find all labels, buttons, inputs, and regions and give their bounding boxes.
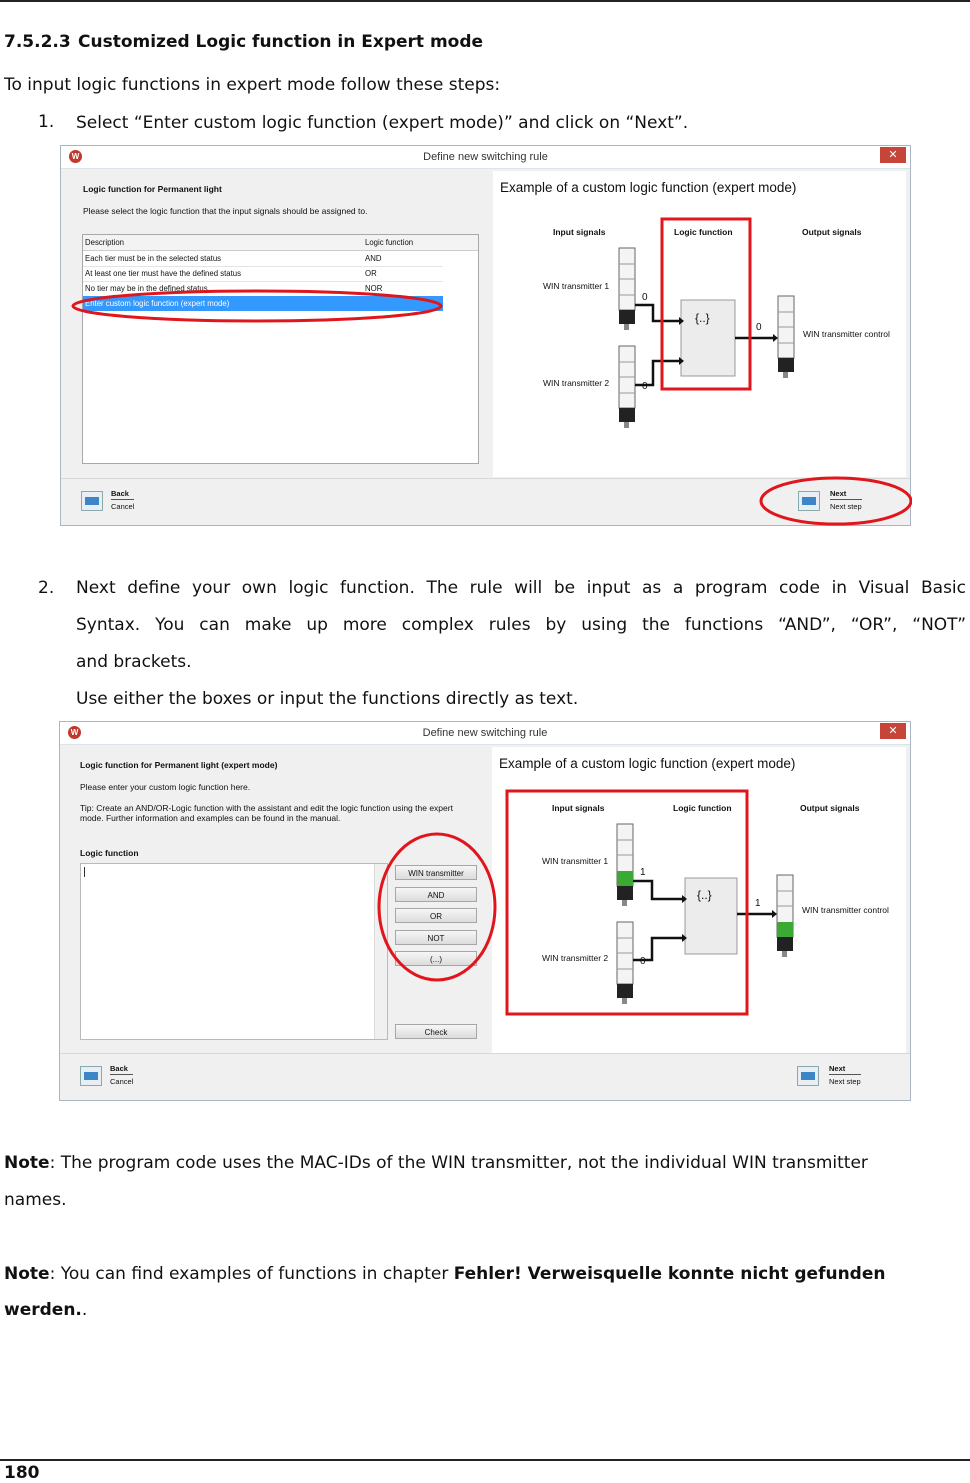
input-2-value: 0 bbox=[642, 381, 648, 392]
step1-number: 1. bbox=[38, 112, 55, 132]
dialog-nav-bar bbox=[61, 478, 910, 525]
table-row[interactable]: No tier may be in the defined status NOR bbox=[83, 281, 443, 297]
column-logic-function[interactable]: Logic function bbox=[365, 238, 414, 247]
pane-instruction: Please enter your custom logic function here. bbox=[80, 782, 251, 792]
step2-text: Next define your own logic function. The rule will be input as a program code in Visual Basic Syntax. You can make up more complex rules by using the functions “AND”, “OR”, “NOT” and brackets. bbox=[76, 578, 966, 672]
next-button[interactable] bbox=[798, 491, 820, 511]
left-pane bbox=[70, 747, 490, 1047]
text-cursor bbox=[84, 867, 85, 877]
left-pane bbox=[71, 171, 491, 471]
table-header bbox=[83, 235, 478, 251]
check-button[interactable]: Check bbox=[395, 1024, 477, 1039]
textarea-scrollbar[interactable] bbox=[374, 864, 387, 1039]
back-label[interactable]: Back Cancel bbox=[111, 489, 135, 511]
app-logo-icon: W bbox=[68, 726, 81, 739]
intro-text: To input logic functions in expert mode follow these steps: bbox=[4, 75, 501, 95]
close-icon[interactable]: ✕ bbox=[880, 147, 906, 163]
pane-heading: Logic function for Permanent light (expert mode) bbox=[80, 760, 278, 770]
dialog-nav-bar bbox=[60, 1053, 910, 1100]
page-number: 180 bbox=[4, 1463, 40, 1483]
and-button[interactable]: AND bbox=[395, 887, 477, 902]
section-heading: 7.5.2.3 Customized Logic function in Expert mode bbox=[4, 32, 484, 52]
tip-line-2: mode. Further information and examples can be found in the manual. bbox=[80, 813, 341, 823]
dialog-select-logic bbox=[60, 145, 911, 526]
or-button[interactable]: OR bbox=[395, 908, 477, 923]
logic-block-label: {..} bbox=[695, 311, 710, 325]
logic-function-label: Logic function bbox=[673, 803, 732, 813]
next-label[interactable]: Next Next step bbox=[829, 1064, 861, 1086]
transmitter-control-label: WIN transmitter control bbox=[803, 329, 890, 339]
table-row[interactable]: Each tier must be in the selected status AND bbox=[83, 251, 443, 267]
win-transmitter-button[interactable]: WIN transmitter bbox=[395, 865, 477, 880]
pane-heading: Logic function for Permanent light bbox=[83, 184, 222, 194]
column-description[interactable]: Description bbox=[85, 238, 124, 247]
logic-function-label: Logic function bbox=[674, 227, 733, 237]
top-rule bbox=[0, 0, 970, 2]
signal-tower-1-icon bbox=[619, 248, 635, 330]
transmitter-2-label: WIN transmitter 2 bbox=[542, 953, 609, 963]
transmitter-1-label: WIN transmitter 1 bbox=[542, 856, 609, 866]
input-2-value: 0 bbox=[640, 956, 646, 967]
arrow-right-icon bbox=[801, 1072, 815, 1080]
logic-function-table bbox=[82, 234, 479, 464]
logic-block-label: {..} bbox=[697, 888, 712, 902]
logic-function-label: Logic function bbox=[80, 848, 139, 858]
table-row[interactable]: At least one tier must have the defined status OR bbox=[83, 266, 443, 282]
step2-extra: Use either the boxes or input the functions directly as text. bbox=[76, 689, 579, 709]
arrow-left-icon bbox=[85, 497, 99, 505]
next-label[interactable]: Next Next step bbox=[830, 489, 862, 511]
input-1-value: 0 bbox=[642, 292, 648, 303]
back-label[interactable]: Back Cancel bbox=[110, 1064, 134, 1086]
example-title: Example of a custom logic function (expert mode) bbox=[500, 180, 797, 195]
signal-tower-control-icon bbox=[778, 296, 794, 378]
input-signals-label: Input signals bbox=[552, 803, 605, 813]
dialog-expert-mode bbox=[59, 721, 911, 1101]
transmitter-control-label: WIN transmitter control bbox=[802, 905, 889, 915]
output-value: 1 bbox=[755, 898, 761, 909]
note-2: Note: You can find examples of functions in chapter Fehler! Verweisquelle konnte nicht gefunden bbox=[4, 1264, 886, 1284]
not-button[interactable]: NOT bbox=[395, 930, 477, 945]
signal-tower-2-icon bbox=[619, 346, 635, 428]
brackets-button[interactable]: (...) bbox=[395, 951, 477, 966]
app-logo-icon: W bbox=[69, 150, 82, 163]
dialog-title: Define new switching rule bbox=[423, 151, 548, 163]
example-title: Example of a custom logic function (expert mode) bbox=[499, 756, 796, 771]
arrow-left-icon bbox=[84, 1072, 98, 1080]
table-row-selected[interactable]: Enter custom logic function (expert mode) bbox=[83, 296, 443, 311]
output-signals-label: Output signals bbox=[802, 227, 862, 237]
logic-function-textarea[interactable] bbox=[80, 863, 388, 1040]
dialog-title: Define new switching rule bbox=[422, 727, 548, 739]
tip-line-1: Tip: Create an AND/OR-Logic function with the assistant and edit the logic function using the expert bbox=[80, 803, 453, 813]
bottom-rule bbox=[0, 1459, 970, 1461]
input-1-value: 1 bbox=[640, 867, 646, 878]
signal-tower-control-icon bbox=[777, 875, 793, 957]
signal-tower-2-icon bbox=[617, 922, 633, 1004]
step2-number: 2. bbox=[38, 578, 55, 598]
step1-text: Select “Enter custom logic function (expert mode)” and click on “Next”. bbox=[76, 113, 689, 133]
input-signals-label: Input signals bbox=[553, 227, 606, 237]
next-button[interactable] bbox=[797, 1066, 819, 1086]
dialog-title-bar bbox=[61, 146, 910, 169]
note-2-cont: werden.. bbox=[4, 1300, 88, 1320]
transmitter-2-label: WIN transmitter 2 bbox=[543, 378, 610, 388]
close-icon[interactable]: ✕ bbox=[880, 723, 906, 739]
output-signals-label: Output signals bbox=[800, 803, 860, 813]
example-pane bbox=[492, 747, 906, 1053]
arrow-right-icon bbox=[802, 497, 816, 505]
transmitter-1-label: WIN transmitter 1 bbox=[543, 281, 610, 291]
back-button[interactable] bbox=[81, 491, 103, 511]
dialog-title-bar bbox=[60, 722, 910, 745]
back-button[interactable] bbox=[80, 1066, 102, 1086]
example-pane bbox=[493, 171, 906, 477]
note-1-cont: names. bbox=[4, 1190, 67, 1210]
pane-instruction: Please select the logic function that the input signals should be assigned to. bbox=[83, 206, 368, 216]
note-1: Note: The program code uses the MAC-IDs of the WIN transmitter, not the individual WIN transmitter bbox=[4, 1153, 868, 1173]
signal-tower-1-icon bbox=[617, 824, 633, 906]
output-value: 0 bbox=[756, 322, 762, 333]
